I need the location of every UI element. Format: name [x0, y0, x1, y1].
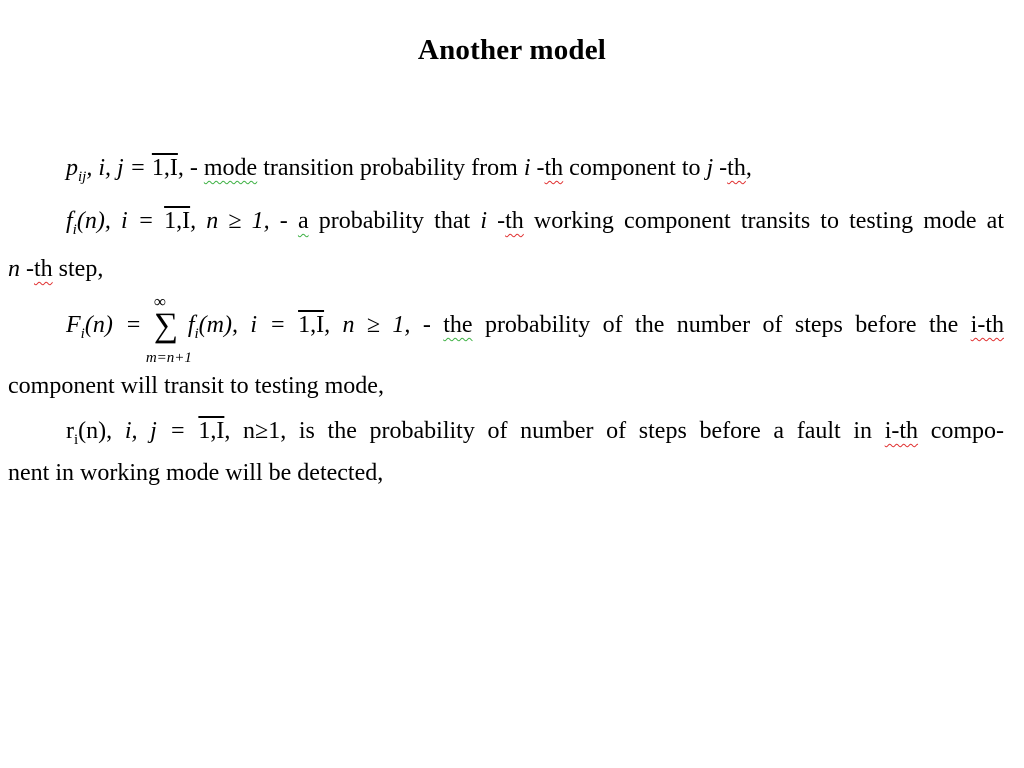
condition-text: , n ≥ 1, -	[190, 208, 298, 234]
symbol-f: f	[187, 312, 195, 338]
index-range: 1,I	[198, 418, 225, 444]
spell-word-th: th	[544, 155, 564, 181]
definition-fi-continued	[8, 254, 103, 284]
dash-text: , -	[177, 155, 204, 181]
definition-ri	[66, 416, 1004, 446]
index-text: i, j =	[112, 418, 199, 444]
index-range: 1,I	[298, 312, 325, 338]
definition-text: working component transits to testing mode at	[523, 208, 1005, 234]
index-range: 1,I	[151, 155, 178, 181]
spell-word-i-th: i-th	[970, 312, 1004, 338]
subscript-i: i	[74, 432, 79, 448]
definition-text: probability that	[308, 208, 481, 234]
dash-text: -	[530, 155, 545, 181]
index-text: , i, j =	[86, 155, 152, 181]
definition-fi	[66, 206, 1004, 236]
symbol-i: i	[523, 155, 531, 181]
index-text: i =	[238, 312, 299, 338]
spell-word-th: th	[34, 256, 53, 282]
symbol-p: p	[66, 155, 78, 181]
slide-title: Another model	[417, 34, 607, 66]
argument-text: (n) =	[84, 312, 154, 338]
definition-text: component will transit to testing mode,	[8, 373, 384, 399]
dash-text: -	[486, 208, 506, 234]
argument-text: (n),	[78, 418, 113, 444]
sum-upper-limit: ∞	[153, 292, 166, 312]
definition-ri-continued	[8, 458, 383, 488]
subscript-i: i	[80, 326, 85, 342]
sigma-symbol: ∑	[153, 307, 179, 345]
spell-word-a: a	[297, 208, 309, 234]
definition-Fi-continued	[8, 371, 384, 401]
symbol-r: r	[66, 418, 74, 444]
definition-Fi	[66, 292, 1004, 367]
definition-text: step,	[52, 256, 104, 282]
spell-word-th: th	[505, 208, 524, 234]
index-range: 1,I	[164, 208, 191, 234]
condition-text: , n ≥ 1, -	[324, 312, 444, 338]
dash-text: -	[713, 155, 728, 181]
definition-text: compo-	[918, 418, 1005, 444]
symbol-i: i	[480, 208, 487, 234]
definition-text: probability of the number of steps before the	[472, 312, 971, 338]
index-text: i =	[110, 208, 165, 234]
definition-text: component to	[563, 155, 707, 181]
spell-word-th: th	[727, 155, 746, 181]
argument-text: (n),	[76, 208, 111, 234]
dash-text: -	[20, 256, 34, 282]
spell-word-i-th: i-th	[884, 418, 919, 444]
symbol-n: n	[8, 256, 20, 282]
summation	[145, 292, 192, 367]
spell-word-the: the	[443, 312, 473, 338]
argument-text: (m),	[198, 312, 238, 338]
symbol-f: f	[66, 208, 73, 234]
sum-lower-limit: m=n+1	[145, 350, 192, 367]
subscript-i: i	[194, 326, 199, 342]
subscript-ij: ij	[78, 169, 87, 185]
definition-pij	[66, 153, 752, 183]
comma-text: ,	[745, 155, 752, 181]
symbol-F: F	[66, 312, 81, 338]
definition-text: transition probability from	[257, 155, 524, 181]
symbol-j: j	[706, 155, 714, 181]
definition-text: nent in working mode will be detected,	[8, 460, 384, 486]
definition-text: , n≥1, is the probability of number of steps before a fault in	[224, 418, 885, 444]
spell-word-mode: mode	[203, 155, 258, 181]
subscript-i: i	[72, 222, 77, 238]
